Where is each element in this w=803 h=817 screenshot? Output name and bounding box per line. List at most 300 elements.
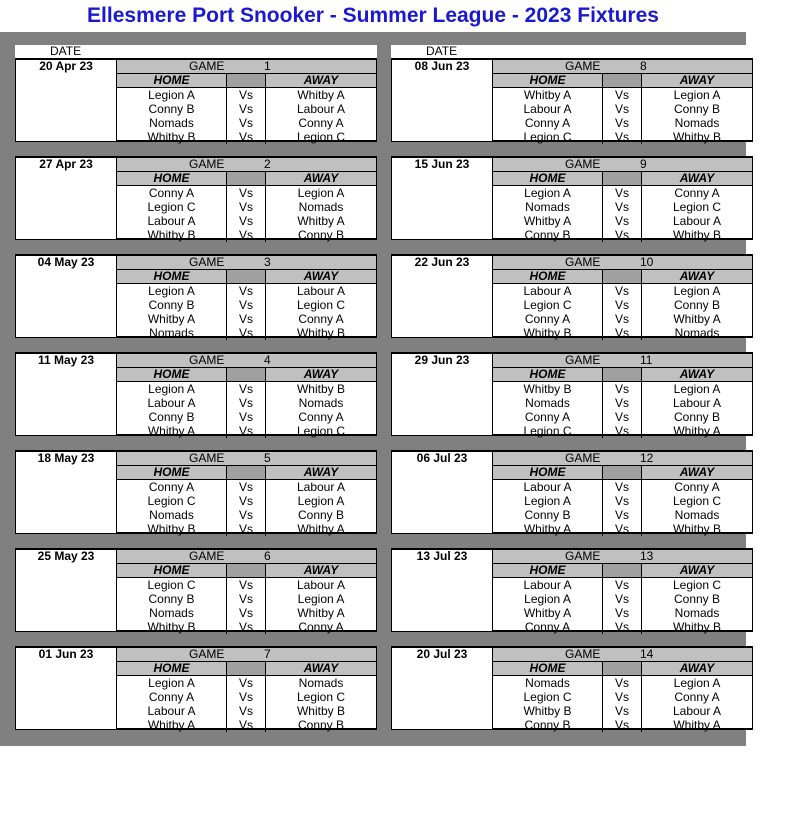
home-header: HOME bbox=[117, 270, 227, 283]
away-team: Nomads bbox=[265, 200, 376, 214]
home-team: Labour A bbox=[493, 578, 603, 592]
match-row bbox=[493, 396, 752, 410]
game-number: 11 bbox=[640, 353, 653, 367]
away-team: Conny B bbox=[641, 298, 752, 312]
match-row bbox=[493, 116, 752, 130]
vs-label: Vs bbox=[614, 508, 629, 522]
home-away-header bbox=[117, 270, 376, 284]
home-team: Legion A bbox=[117, 88, 227, 102]
match-row bbox=[493, 424, 752, 438]
vs-label: Vs bbox=[614, 382, 629, 396]
match-row bbox=[493, 214, 752, 228]
away-team: Whitby A bbox=[265, 214, 376, 228]
away-team: Nomads bbox=[641, 508, 752, 522]
match-row bbox=[117, 424, 376, 438]
vs-label: Vs bbox=[614, 606, 629, 620]
home-away-header bbox=[493, 564, 752, 578]
match-row bbox=[493, 284, 752, 298]
fixture-block bbox=[391, 450, 753, 534]
header-spacer bbox=[603, 74, 641, 87]
fixture-date: 04 May 23 bbox=[15, 254, 117, 338]
match-row bbox=[117, 606, 376, 620]
game-label: GAME bbox=[189, 157, 225, 171]
home-team: Nomads bbox=[493, 200, 603, 214]
vs-label: Vs bbox=[238, 228, 253, 242]
header-spacer bbox=[227, 662, 265, 675]
game-label: GAME bbox=[565, 255, 601, 269]
away-header: AWAY bbox=[641, 270, 752, 283]
away-header: AWAY bbox=[641, 466, 752, 479]
home-header: HOME bbox=[493, 172, 603, 185]
match-row bbox=[117, 704, 376, 718]
away-team: Conny A bbox=[265, 116, 376, 130]
home-header: HOME bbox=[493, 270, 603, 283]
match-row bbox=[117, 228, 376, 242]
game-number: 12 bbox=[640, 451, 654, 465]
home-team: Legion A bbox=[117, 382, 227, 396]
game-label: GAME bbox=[189, 59, 225, 73]
game-label: GAME bbox=[565, 549, 601, 563]
match-row bbox=[493, 410, 752, 424]
match-row bbox=[117, 494, 376, 508]
away-team: Legion C bbox=[641, 494, 752, 508]
home-header: HOME bbox=[117, 564, 227, 577]
away-team: Legion C bbox=[265, 690, 376, 704]
vs-label: Vs bbox=[614, 116, 629, 130]
vs-label: Vs bbox=[238, 214, 253, 228]
header-spacer bbox=[603, 466, 641, 479]
away-team: Conny B bbox=[641, 592, 752, 606]
header-spacer bbox=[603, 270, 641, 283]
home-team: Legion C bbox=[493, 690, 603, 704]
vs-label: Vs bbox=[238, 326, 253, 340]
home-header: HOME bbox=[117, 466, 227, 479]
away-header: AWAY bbox=[641, 368, 752, 381]
away-team: Legion A bbox=[641, 382, 752, 396]
away-header: AWAY bbox=[641, 662, 752, 675]
away-team: Legion C bbox=[265, 424, 376, 438]
game-row bbox=[493, 648, 752, 662]
game-number: 14 bbox=[640, 647, 654, 661]
header-spacer bbox=[603, 172, 641, 185]
page-title: Ellesmere Port Snooker - Summer League - 2023 Fixtures bbox=[87, 4, 659, 27]
match-row bbox=[493, 690, 752, 704]
vs-label: Vs bbox=[238, 410, 253, 424]
fixture-date: 22 Jun 23 bbox=[391, 254, 493, 338]
home-away-header bbox=[117, 564, 376, 578]
home-team: Conny B bbox=[493, 228, 603, 242]
match-row bbox=[117, 116, 376, 130]
game-label: GAME bbox=[189, 353, 225, 367]
home-team: Legion C bbox=[493, 130, 603, 144]
home-team: Conny A bbox=[117, 186, 227, 200]
home-team: Whitby A bbox=[493, 522, 603, 536]
game-number: 5 bbox=[264, 451, 271, 465]
match-row bbox=[493, 480, 752, 494]
header-spacer bbox=[603, 368, 641, 381]
match-row bbox=[117, 522, 376, 536]
home-header: HOME bbox=[117, 368, 227, 381]
game-row bbox=[493, 60, 752, 74]
match-row bbox=[117, 382, 376, 396]
fixture-table bbox=[117, 352, 377, 436]
vs-label: Vs bbox=[238, 396, 253, 410]
game-number: 13 bbox=[640, 549, 654, 563]
match-row bbox=[117, 102, 376, 116]
home-team: Conny B bbox=[117, 298, 227, 312]
home-header: HOME bbox=[117, 662, 227, 675]
fixture-date: 20 Jul 23 bbox=[391, 646, 493, 730]
date-column-header bbox=[391, 45, 753, 58]
home-team: Whitby B bbox=[493, 382, 603, 396]
match-row bbox=[117, 298, 376, 312]
fixture-table bbox=[117, 156, 377, 240]
fixture-table bbox=[117, 58, 377, 142]
fixture-block bbox=[15, 548, 377, 632]
vs-label: Vs bbox=[614, 298, 629, 312]
vs-label: Vs bbox=[238, 704, 253, 718]
fixture-block bbox=[15, 156, 377, 240]
game-label: GAME bbox=[565, 59, 601, 73]
away-team: Conny A bbox=[265, 410, 376, 424]
match-row bbox=[117, 620, 376, 634]
game-row bbox=[493, 158, 752, 172]
vs-label: Vs bbox=[238, 620, 253, 634]
home-team: Whitby B bbox=[117, 620, 227, 634]
away-team: Conny B bbox=[265, 228, 376, 242]
match-row bbox=[493, 606, 752, 620]
away-team: Whitby B bbox=[641, 522, 752, 536]
vs-label: Vs bbox=[238, 382, 253, 396]
away-team: Whitby B bbox=[641, 620, 752, 634]
game-label: GAME bbox=[189, 255, 225, 269]
home-header: HOME bbox=[493, 74, 603, 87]
game-row bbox=[117, 158, 376, 172]
away-team: Conny B bbox=[265, 718, 376, 732]
vs-label: Vs bbox=[614, 186, 629, 200]
vs-label: Vs bbox=[238, 592, 253, 606]
away-team: Whitby A bbox=[641, 424, 752, 438]
home-team: Whitby B bbox=[117, 130, 227, 144]
vs-label: Vs bbox=[238, 200, 253, 214]
match-row bbox=[493, 704, 752, 718]
home-team: Labour A bbox=[493, 480, 603, 494]
home-team: Whitby A bbox=[493, 88, 603, 102]
fixtures-sheet bbox=[0, 32, 746, 746]
home-team: Nomads bbox=[493, 676, 603, 690]
home-team: Labour A bbox=[117, 214, 227, 228]
fixture-date: 06 Jul 23 bbox=[391, 450, 493, 534]
date-column-header bbox=[15, 45, 377, 58]
home-header: HOME bbox=[493, 662, 603, 675]
fixture-table bbox=[493, 254, 753, 338]
header-spacer bbox=[603, 564, 641, 577]
away-team: Nomads bbox=[641, 606, 752, 620]
fixture-date: 13 Jul 23 bbox=[391, 548, 493, 632]
away-team: Whitby A bbox=[265, 88, 376, 102]
game-label: GAME bbox=[189, 647, 225, 661]
fixture-date: 01 Jun 23 bbox=[15, 646, 117, 730]
match-row bbox=[117, 690, 376, 704]
home-header: HOME bbox=[493, 564, 603, 577]
match-row bbox=[493, 228, 752, 242]
vs-label: Vs bbox=[238, 424, 253, 438]
game-label: GAME bbox=[565, 353, 601, 367]
vs-label: Vs bbox=[238, 186, 253, 200]
fixture-table bbox=[493, 450, 753, 534]
away-team: Legion C bbox=[641, 578, 752, 592]
vs-label: Vs bbox=[614, 200, 629, 214]
match-row bbox=[493, 382, 752, 396]
home-team: Legion A bbox=[117, 284, 227, 298]
away-team: Nomads bbox=[265, 676, 376, 690]
fixture-date: 29 Jun 23 bbox=[391, 352, 493, 436]
match-row bbox=[493, 718, 752, 732]
home-team: Conny B bbox=[117, 410, 227, 424]
match-row bbox=[493, 522, 752, 536]
game-number: 6 bbox=[264, 549, 271, 563]
game-label: GAME bbox=[189, 549, 225, 563]
home-team: Conny B bbox=[117, 102, 227, 116]
home-team: Conny A bbox=[493, 620, 603, 634]
home-team: Whitby B bbox=[493, 326, 603, 340]
home-away-header bbox=[493, 662, 752, 676]
home-header: HOME bbox=[493, 368, 603, 381]
fixture-date: 11 May 23 bbox=[15, 352, 117, 436]
game-number: 2 bbox=[264, 157, 271, 171]
fixture-date: 25 May 23 bbox=[15, 548, 117, 632]
home-away-header bbox=[117, 74, 376, 88]
home-team: Legion A bbox=[493, 186, 603, 200]
match-row bbox=[117, 200, 376, 214]
home-team: Conny B bbox=[493, 718, 603, 732]
fixture-block bbox=[391, 548, 753, 632]
game-number: 4 bbox=[264, 353, 271, 367]
vs-label: Vs bbox=[238, 606, 253, 620]
home-team: Conny B bbox=[493, 508, 603, 522]
header-spacer bbox=[227, 368, 265, 381]
game-row bbox=[493, 452, 752, 466]
fixture-date: 08 Jun 23 bbox=[391, 58, 493, 142]
vs-label: Vs bbox=[614, 102, 629, 116]
home-team: Conny A bbox=[493, 312, 603, 326]
vs-label: Vs bbox=[614, 326, 629, 340]
vs-label: Vs bbox=[614, 312, 629, 326]
match-row bbox=[493, 592, 752, 606]
home-team: Conny A bbox=[493, 410, 603, 424]
vs-label: Vs bbox=[614, 494, 629, 508]
home-team: Legion C bbox=[117, 200, 227, 214]
game-row bbox=[117, 354, 376, 368]
away-team: Legion A bbox=[641, 676, 752, 690]
game-label: GAME bbox=[189, 451, 225, 465]
fixture-block bbox=[15, 646, 377, 730]
match-row bbox=[493, 186, 752, 200]
fixture-date: 18 May 23 bbox=[15, 450, 117, 534]
home-team: Labour A bbox=[493, 284, 603, 298]
away-team: Nomads bbox=[641, 116, 752, 130]
fixture-block bbox=[391, 352, 753, 436]
vs-label: Vs bbox=[238, 690, 253, 704]
home-team: Legion C bbox=[493, 298, 603, 312]
fixture-block bbox=[15, 450, 377, 534]
away-team: Whitby A bbox=[641, 312, 752, 326]
fixture-table bbox=[117, 254, 377, 338]
match-row bbox=[117, 88, 376, 102]
date-header-label: DATE bbox=[50, 44, 82, 58]
home-team: Nomads bbox=[117, 326, 227, 340]
vs-label: Vs bbox=[614, 130, 629, 144]
match-row bbox=[117, 214, 376, 228]
away-team: Legion A bbox=[641, 88, 752, 102]
header-spacer bbox=[603, 662, 641, 675]
away-team: Whitby B bbox=[265, 382, 376, 396]
home-team: Labour A bbox=[117, 396, 227, 410]
fixture-block bbox=[15, 254, 377, 338]
vs-label: Vs bbox=[238, 298, 253, 312]
away-team: Conny A bbox=[641, 690, 752, 704]
game-number: 3 bbox=[264, 255, 271, 269]
home-team: Nomads bbox=[493, 396, 603, 410]
vs-label: Vs bbox=[238, 494, 253, 508]
vs-label: Vs bbox=[238, 522, 253, 536]
away-team: Whitby B bbox=[641, 130, 752, 144]
fixture-date: 15 Jun 23 bbox=[391, 156, 493, 240]
match-row bbox=[493, 508, 752, 522]
match-row bbox=[493, 200, 752, 214]
home-team: Whitby B bbox=[493, 704, 603, 718]
match-row bbox=[117, 326, 376, 340]
fixture-table bbox=[493, 646, 753, 730]
game-row bbox=[117, 648, 376, 662]
match-row bbox=[117, 284, 376, 298]
match-row bbox=[493, 88, 752, 102]
away-team: Labour A bbox=[265, 284, 376, 298]
away-header: AWAY bbox=[265, 564, 376, 577]
away-team: Labour A bbox=[641, 396, 752, 410]
away-team: Conny A bbox=[641, 480, 752, 494]
fixtures-column-right bbox=[391, 45, 753, 744]
match-row bbox=[493, 102, 752, 116]
away-team: Labour A bbox=[641, 704, 752, 718]
vs-label: Vs bbox=[238, 508, 253, 522]
home-away-header bbox=[493, 270, 752, 284]
match-row bbox=[493, 620, 752, 634]
fixture-block bbox=[391, 254, 753, 338]
home-team: Labour A bbox=[493, 102, 603, 116]
match-row bbox=[117, 676, 376, 690]
vs-label: Vs bbox=[614, 690, 629, 704]
away-team: Labour A bbox=[641, 214, 752, 228]
away-team: Whitby B bbox=[265, 704, 376, 718]
home-team: Whitby B bbox=[117, 228, 227, 242]
home-team: Whitby B bbox=[117, 522, 227, 536]
vs-label: Vs bbox=[238, 88, 253, 102]
fixture-table bbox=[493, 548, 753, 632]
home-team: Whitby A bbox=[117, 424, 227, 438]
home-team: Legion A bbox=[493, 494, 603, 508]
match-row bbox=[493, 326, 752, 340]
home-away-header bbox=[117, 466, 376, 480]
header-spacer bbox=[227, 172, 265, 185]
vs-label: Vs bbox=[614, 396, 629, 410]
home-team: Legion A bbox=[493, 592, 603, 606]
match-row bbox=[117, 578, 376, 592]
home-team: Legion A bbox=[117, 676, 227, 690]
vs-label: Vs bbox=[238, 578, 253, 592]
away-team: Legion A bbox=[265, 186, 376, 200]
game-row bbox=[493, 256, 752, 270]
vs-label: Vs bbox=[614, 424, 629, 438]
away-team: Conny B bbox=[641, 410, 752, 424]
game-row bbox=[117, 256, 376, 270]
vs-label: Vs bbox=[614, 88, 629, 102]
game-row bbox=[493, 550, 752, 564]
away-team: Labour A bbox=[265, 102, 376, 116]
vs-label: Vs bbox=[238, 130, 253, 144]
home-team: Legion C bbox=[117, 578, 227, 592]
away-team: Nomads bbox=[265, 396, 376, 410]
away-header: AWAY bbox=[265, 662, 376, 675]
game-label: GAME bbox=[565, 157, 601, 171]
vs-label: Vs bbox=[238, 116, 253, 130]
away-team: Whitby B bbox=[265, 326, 376, 340]
vs-label: Vs bbox=[614, 284, 629, 298]
game-row bbox=[117, 452, 376, 466]
away-team: Whitby A bbox=[265, 606, 376, 620]
vs-label: Vs bbox=[614, 620, 629, 634]
vs-label: Vs bbox=[614, 214, 629, 228]
vs-label: Vs bbox=[614, 522, 629, 536]
match-row bbox=[117, 410, 376, 424]
away-team: Conny B bbox=[641, 102, 752, 116]
home-header: HOME bbox=[493, 466, 603, 479]
away-header: AWAY bbox=[641, 172, 752, 185]
home-team: Labour A bbox=[117, 704, 227, 718]
fixture-date: 20 Apr 23 bbox=[15, 58, 117, 142]
home-away-header bbox=[493, 466, 752, 480]
away-header: AWAY bbox=[265, 172, 376, 185]
home-team: Nomads bbox=[117, 606, 227, 620]
home-header: HOME bbox=[117, 74, 227, 87]
fixture-block bbox=[15, 352, 377, 436]
away-header: AWAY bbox=[265, 368, 376, 381]
home-team: Whitby A bbox=[117, 718, 227, 732]
away-header: AWAY bbox=[641, 74, 752, 87]
away-header: AWAY bbox=[641, 564, 752, 577]
away-header: AWAY bbox=[265, 74, 376, 87]
fixture-table bbox=[117, 450, 377, 534]
home-away-header bbox=[117, 368, 376, 382]
away-team: Whitby A bbox=[641, 718, 752, 732]
match-row bbox=[493, 130, 752, 144]
vs-label: Vs bbox=[614, 578, 629, 592]
away-team: Legion A bbox=[265, 592, 376, 606]
fixture-block bbox=[391, 58, 753, 142]
away-team: Whitby A bbox=[265, 522, 376, 536]
away-team: Legion C bbox=[265, 298, 376, 312]
header-spacer bbox=[227, 270, 265, 283]
vs-label: Vs bbox=[614, 592, 629, 606]
game-label: GAME bbox=[565, 451, 601, 465]
away-team: Labour A bbox=[265, 578, 376, 592]
vs-label: Vs bbox=[614, 480, 629, 494]
fixtures-column-left bbox=[15, 45, 377, 744]
game-row bbox=[117, 550, 376, 564]
home-team: Whitby A bbox=[493, 606, 603, 620]
game-label: GAME bbox=[565, 647, 601, 661]
home-team: Whitby A bbox=[493, 214, 603, 228]
